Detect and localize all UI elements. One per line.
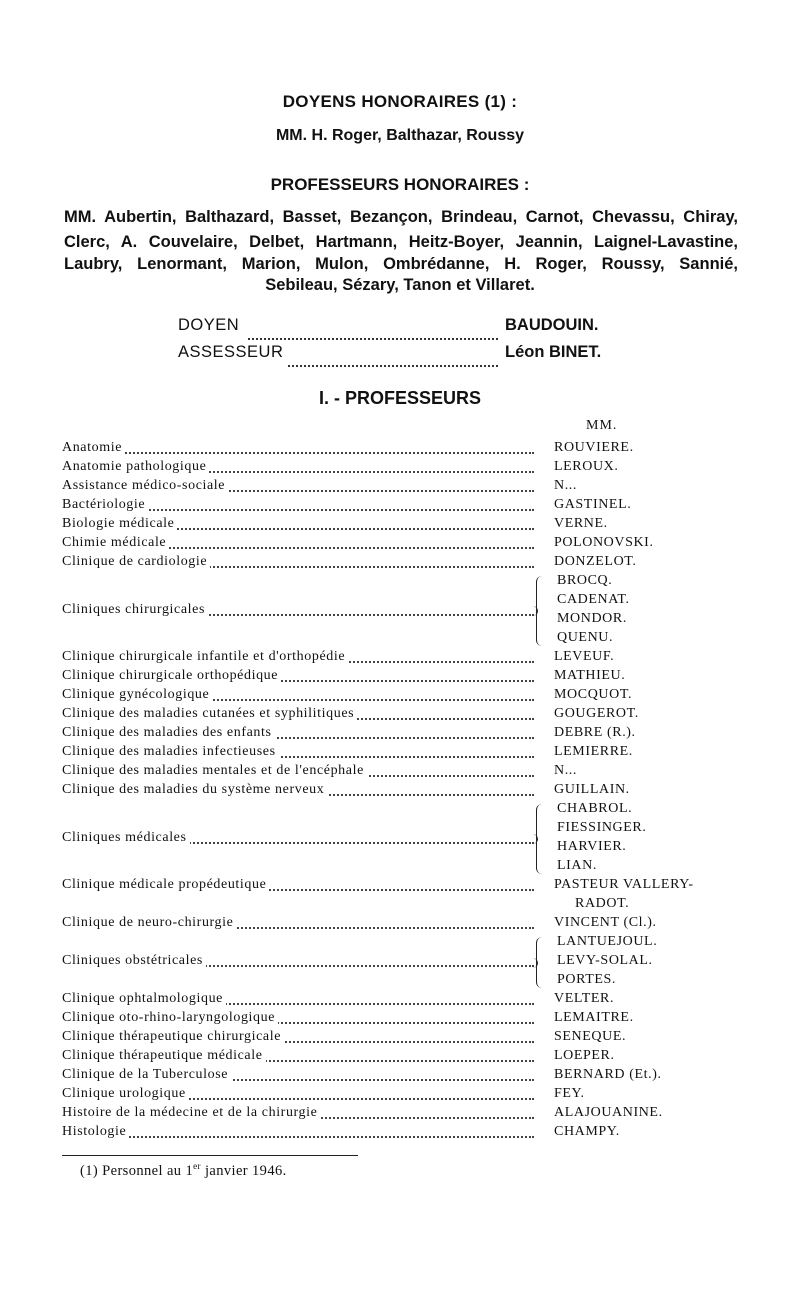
professor-name: LEVEUF. [554, 649, 615, 664]
professor-name: QUENU. [557, 630, 614, 645]
professeurs-honoraires-title: PROFESSEURS HONORAIRES : [270, 175, 530, 194]
professor-name: SENEQUE. [554, 1029, 627, 1044]
doyen-label: DOYEN [178, 316, 240, 334]
professor-name: LEVY-SOLAL. [557, 953, 653, 968]
dot-leader [288, 343, 498, 367]
chair-row [62, 1086, 752, 1105]
chair-subject: Anatomie pathologique [62, 459, 209, 475]
chair-row [62, 459, 752, 478]
chair-subject: Bactériologie [62, 497, 148, 513]
dot-leader [62, 1136, 534, 1138]
chair-row [62, 649, 752, 668]
footnote-marker: (1) [80, 1162, 99, 1179]
professor-name: N... [554, 763, 578, 778]
professor-name: MATHIEU. [554, 668, 626, 683]
chair-row [62, 440, 752, 459]
chair-row [62, 763, 752, 782]
footnote [80, 1161, 287, 1180]
chair-row [62, 497, 752, 516]
doyen-value: BAUDOUIN. [505, 316, 599, 334]
chair-subject: Clinique de cardiologie [62, 554, 210, 570]
chair-subject: Cliniques obstétricales [62, 953, 206, 969]
chair-row [62, 1048, 752, 1067]
assesseur-row [178, 343, 618, 367]
chair-row [62, 991, 752, 1010]
footnote-text: Personnel au 1 [102, 1162, 194, 1179]
chair-row [62, 706, 752, 725]
chair-subject: Histologie [62, 1124, 129, 1140]
chair-subject: Anatomie [62, 440, 125, 456]
section-title: I. - PROFESSEURS [318, 388, 482, 408]
professor-name: DONZELOT. [554, 554, 637, 569]
professor-name: FIESSINGER. [557, 820, 647, 835]
chair-subject: Clinique des maladies infectieuses [62, 744, 279, 760]
doyens-honoraires-title: DOYENS HONORAIRES (1) : [282, 92, 518, 111]
chair-subject: Histoire de la médecine et de la chirurgie [62, 1105, 320, 1121]
chair-subject: Clinique urologique [62, 1086, 189, 1102]
professor-name: LEMAITRE. [554, 1010, 634, 1025]
chair-subject: Clinique thérapeutique chirurgicale [62, 1029, 284, 1045]
doyen-row [178, 316, 618, 340]
chair-subject: Clinique ophtalmologique [62, 991, 226, 1007]
chair-subject: Clinique des maladies du système nerveux [62, 782, 327, 798]
chair-row [62, 744, 752, 763]
chair-row [62, 725, 752, 744]
chair-subject: Clinique gynécologique [62, 687, 212, 703]
professor-name: LIAN. [557, 858, 597, 873]
chair-row [62, 602, 752, 621]
chair-row [62, 478, 752, 497]
chair-row [62, 1124, 752, 1143]
professor-name: FEY. [554, 1086, 585, 1101]
honorary-professors-line: Clerc, A. Couvelaire, Delbet, Hartmann, Heitz-Boyer, Jeannin, Laignel-Lavastine, [64, 233, 738, 251]
dot-leader [248, 316, 498, 340]
professor-name: VERNE. [554, 516, 608, 531]
professor-name: ROUVIERE. [554, 440, 634, 455]
professor-name: VELTER. [554, 991, 615, 1006]
honorary-professors-line: MM. Aubertin, Balthazard, Basset, Bezançon, Brindeau, Carnot, Chevassu, Chiray, [64, 208, 738, 226]
chair-subject: Chimie médicale [62, 535, 169, 551]
chair-subject: Cliniques médicales [62, 830, 190, 846]
honorary-professors-line: Laubry, Lenormant, Marion, Mulon, Ombrédanne, H. Roger, Roussy, Sannié, [64, 255, 738, 273]
chair-subject: Clinique des maladies mentales et de l'encéphale [62, 763, 367, 779]
chair-subject: Clinique des maladies des enfants [62, 725, 275, 741]
assesseur-value: Léon BINET. [505, 343, 602, 361]
professor-name: CHABROL. [557, 801, 633, 816]
professor-name: GUILLAIN. [554, 782, 630, 797]
professor-name: PASTEUR VALLERY- [554, 877, 694, 892]
professor-name: BERNARD (Et.). [554, 1067, 662, 1082]
professor-name: LEMIERRE. [554, 744, 633, 759]
chair-row [62, 1029, 752, 1048]
chair-subject: Clinique chirurgicale infantile et d'orthopédie [62, 649, 348, 665]
chair-subject: Clinique médicale propédeutique [62, 877, 269, 893]
dot-leader [62, 452, 534, 454]
professor-name: CADENAT. [557, 592, 630, 607]
professor-name: GASTINEL. [554, 497, 632, 512]
footnote-rule [62, 1155, 358, 1156]
professor-name: POLONOVSKI. [554, 535, 654, 550]
chair-row [62, 516, 752, 535]
professor-name: BROCQ. [557, 573, 613, 588]
professor-name: GOUGEROT. [554, 706, 639, 721]
chair-subject: Assistance médico-sociale [62, 478, 228, 494]
chair-subject: Clinique chirurgicale orthopédique [62, 668, 281, 684]
professor-name: DEBRE (R.). [554, 725, 636, 740]
doyens-honoraires-names: MM. H. Roger, Balthazar, Roussy [275, 127, 525, 144]
chair-subject: Cliniques chirurgicales [62, 602, 208, 618]
professor-name: VINCENT (Cl.). [554, 915, 657, 930]
professor-name: LOEPER. [554, 1048, 615, 1063]
professor-name: RADOT. [575, 896, 630, 911]
professor-name: CHAMPY. [554, 1124, 620, 1139]
professor-name: LANTUEJOUL. [557, 934, 658, 949]
chair-row [62, 830, 752, 849]
professor-name: N... [554, 478, 578, 493]
professor-name: HARVIER. [557, 839, 627, 854]
chair-row [62, 668, 752, 687]
chair-subject: Clinique de neuro-chirurgie [62, 915, 236, 931]
chair-subject: Clinique thérapeutique médicale [62, 1048, 266, 1064]
chair-row [62, 782, 752, 801]
professor-name: MOCQUOT. [554, 687, 633, 702]
chair-subject: Biologie médicale [62, 516, 177, 532]
chair-row [62, 687, 752, 706]
chair-row [62, 554, 752, 573]
professor-name: MONDOR. [557, 611, 627, 626]
chair-subject: Clinique des maladies cutanées et syphilitiques [62, 706, 357, 722]
footnote-text-end: janvier 1946. [200, 1162, 287, 1179]
chair-row [62, 1010, 752, 1029]
footnote-superscript: er [193, 1161, 201, 1171]
mm-label: MM. [586, 418, 618, 433]
chair-subject: Clinique de la Tuberculose [62, 1067, 231, 1083]
professor-name: PORTES. [557, 972, 616, 987]
assesseur-label: ASSESSEUR [178, 343, 284, 361]
honorary-professors-line: Sebileau, Sézary, Tanon et Villaret. [265, 276, 535, 294]
professor-name: LEROUX. [554, 459, 619, 474]
professor-name: ALAJOUANINE. [554, 1105, 663, 1120]
chair-subject: Clinique oto-rhino-laryngologique [62, 1010, 278, 1026]
